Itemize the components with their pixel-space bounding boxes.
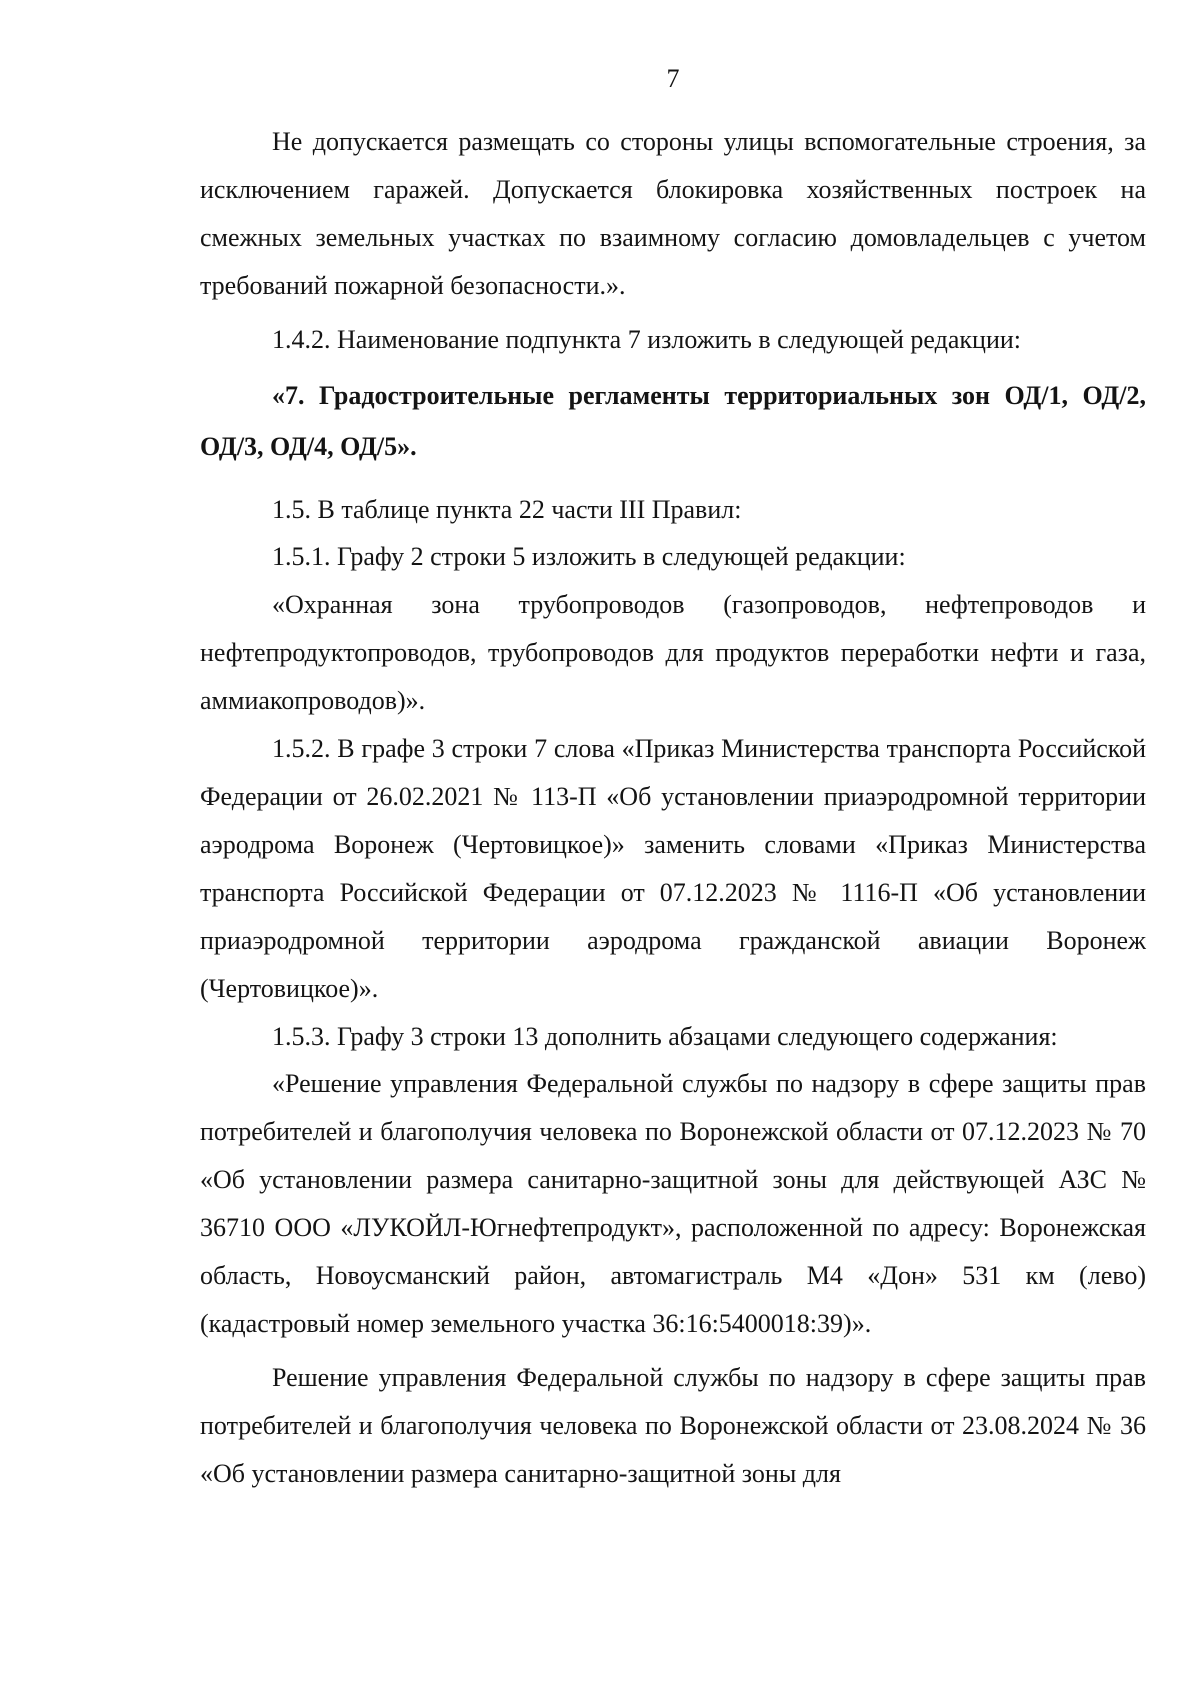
paragraph-1-5: 1.5. В таблице пункта 22 части III Правил: (272, 494, 742, 524)
paragraph-1-5-2: 1.5.2. В графе 3 строки 7 слова «Приказ Министерства транспорта Российской Федерации от 26.02.2021 № 113-П «Об установлении приаэродромной территории аэродрома Воронеж (Чертовицкое)» заменить словами «Приказ Министерства транспорта Российской Федерации от 07.12.2023 № 1116-П «Об установлении приаэродромной территории аэродрома гражданской авиации Воронеж (Чертовицкое)». (200, 734, 1146, 1003)
paragraph-decision-2023: «Решение управления Федеральной службы по надзору в сфере защиты прав потребителей и благополучия человека по Воронежской области от 07.12.2023 № 70 «Об установлении размера санитарно-защитной зоны для действующей АЗС № 36710 ООО «ЛУКОЙЛ-Югнефтепродукт», расположенной по адресу: Воронежская область, Новоусманский район, автомагистраль М4 «Дон» 531 км (лево) (кадастровый номер земельного участка 36:16:5400018:39)». (200, 1069, 1146, 1338)
paragraph-decision-2024: Решение управления Федеральной службы по надзору в сфере защиты прав потребителей и благополучия человека по Воронежской области от 23.08.2024 № 36 «Об установлении размера санитарно-защитной зоны для (200, 1362, 1146, 1488)
paragraph-heading-od-zones: «7. Градостроительные регламенты территориальных зон ОД/1, ОД/2, ОД/3, ОД/4, ОД/5». (200, 380, 1146, 461)
document-body (200, 118, 1146, 1498)
paragraph-pipeline-zone: «Охранная зона трубопроводов (газопроводов, нефтепроводов и нефтепродуктопроводов, трубопроводов для продуктов переработки нефти и газа, аммиакопроводов)». (200, 590, 1146, 716)
paragraph-1-5-3: 1.5.3. Графу 3 строки 13 дополнить абзацами следующего содержания: (272, 1021, 1058, 1051)
paragraph-1-4-2: 1.4.2. Наименование подпункта 7 изложить в следующей редакции: (272, 324, 1021, 354)
page-number: 7 (666, 64, 680, 93)
paragraph-auxiliary-buildings: Не допускается размещать со стороны улицы вспомогательные строения, за исключением гаражей. Допускается блокировка хозяйственных построек на смежных земельных участках по взаимному согласию домовладельцев с учетом требований пожарной безопасности.». (200, 127, 1146, 300)
paragraph-1-5-1: 1.5.1. Графу 2 строки 5 изложить в следующей редакции: (272, 542, 906, 572)
